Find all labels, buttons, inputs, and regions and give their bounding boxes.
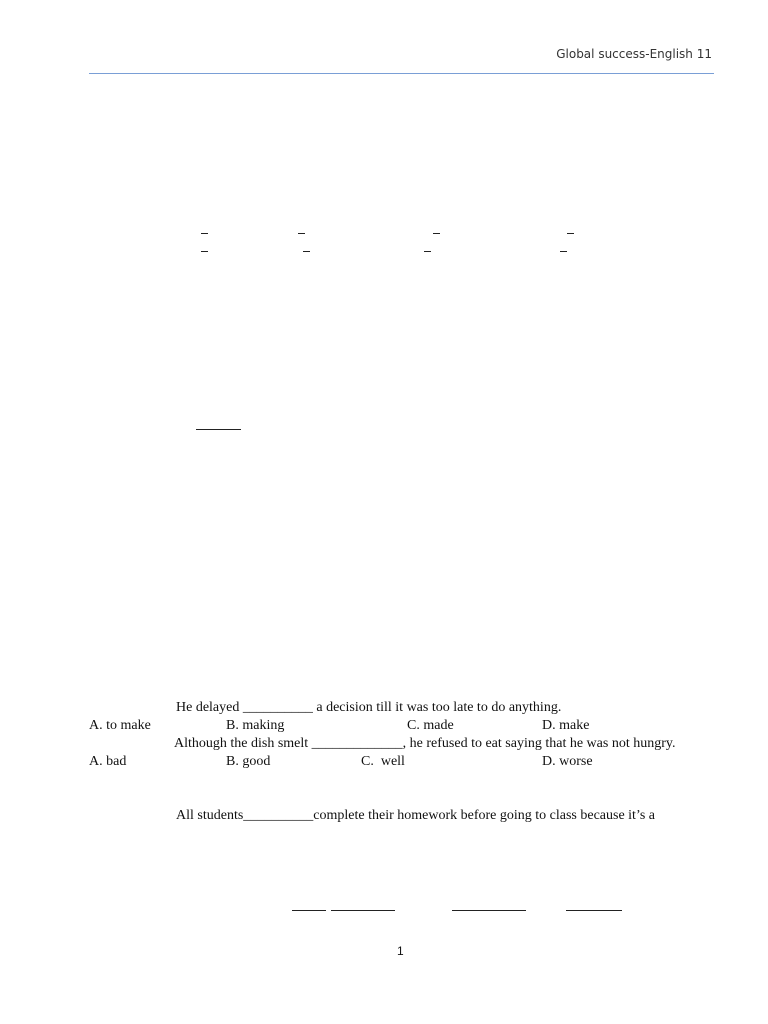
question-1-option-c: C. made <box>407 718 454 733</box>
question-3-stem: All students__________complete their homework before going to class because it’s a <box>176 808 656 823</box>
dash-mark <box>560 251 567 252</box>
question-1-stem: He delayed __________ a decision till it was too late to do anything. <box>176 700 562 715</box>
page-number: 1 <box>397 944 404 958</box>
question-1-option-d: D. make <box>542 718 590 733</box>
dash-mark <box>201 251 208 252</box>
header-divider <box>89 73 714 74</box>
question-2-option-b: B. good <box>226 754 271 769</box>
question-1-option-b: B. making <box>226 718 285 733</box>
question-1-option-a: A. to make <box>89 718 151 733</box>
dash-mark <box>298 233 305 234</box>
blank-line <box>331 910 395 911</box>
question-2-option-d: D. worse <box>542 754 593 769</box>
dash-mark <box>433 233 440 234</box>
dash-mark <box>201 233 208 234</box>
blank-line <box>452 910 526 911</box>
question-2-option-a: A. bad <box>89 754 127 769</box>
header-title: Global success-English 11 <box>556 47 712 61</box>
dash-mark <box>567 233 574 234</box>
dash-mark <box>303 251 310 252</box>
question-2-stem: Although the dish smelt _____________, he refused to eat saying that he was not hungry. <box>174 736 676 751</box>
dash-mark <box>424 251 431 252</box>
blank-line <box>566 910 622 911</box>
underline-mark <box>196 429 241 430</box>
question-2-option-c: C. well <box>361 754 405 769</box>
blank-line <box>292 910 326 911</box>
